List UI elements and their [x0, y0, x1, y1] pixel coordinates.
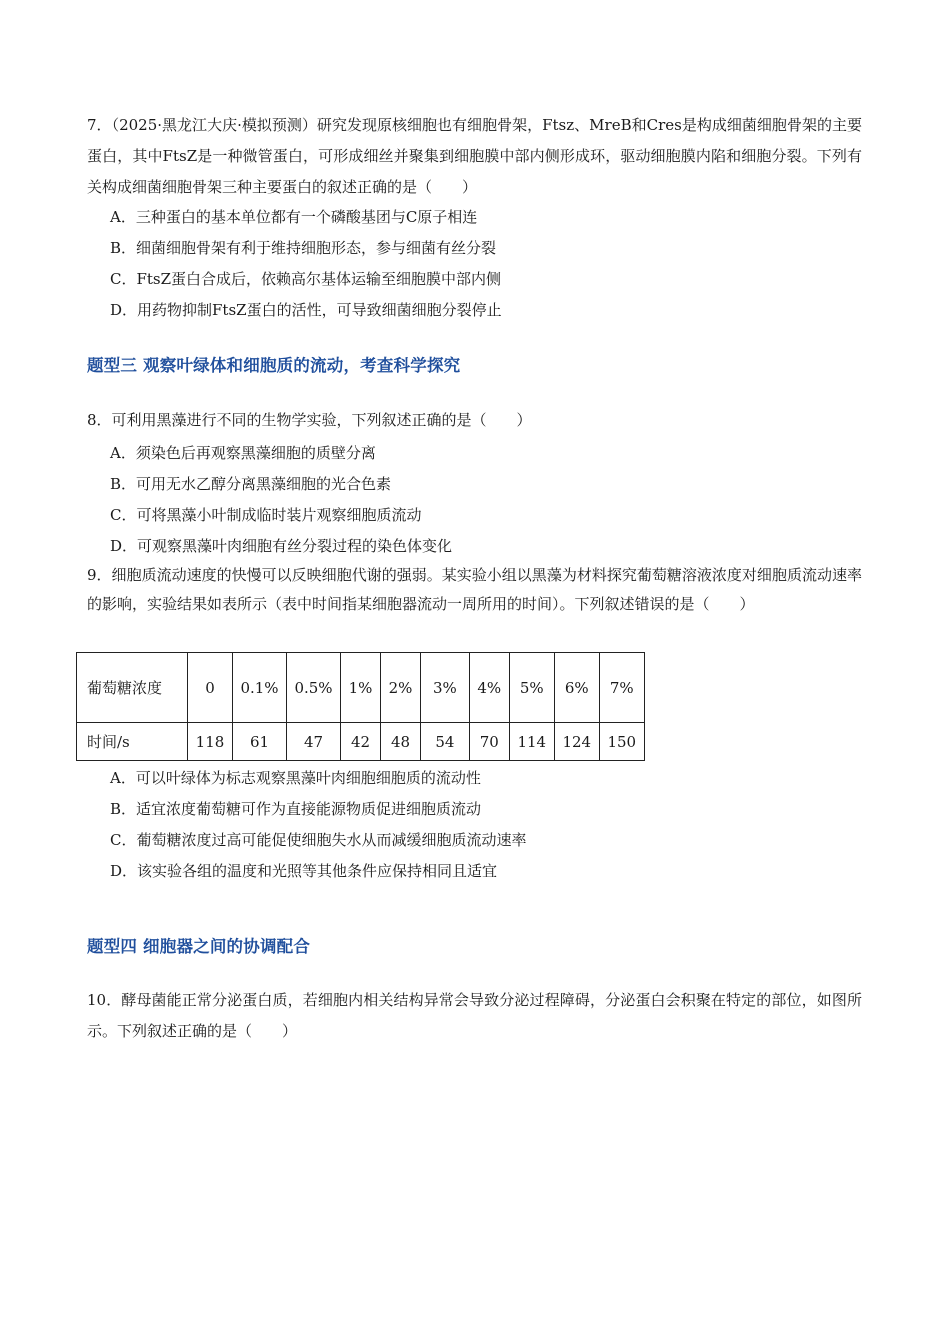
- question-9-option-c: C．葡萄糖浓度过高可能促使细胞失水从而减缓细胞质流动速率: [110, 831, 527, 849]
- table-cell: 0: [188, 653, 233, 723]
- table-row: [77, 723, 645, 761]
- question-8-option-c: C．可将黑藻小叶制成临时装片观察细胞质流动: [110, 506, 422, 524]
- question-9-option-a: A．可以叶绿体为标志观察黑藻叶肉细胞细胞质的流动性: [110, 769, 481, 787]
- question-10-stem: 10．酵母菌能正常分泌蛋白质，若细胞内相关结构异常会导致分泌过程障碍，分泌蛋白会积聚在特定的部位，如图所示。下列叙述正确的是（ ）: [87, 991, 862, 1040]
- question-7-option-b: B．细菌细胞骨架有利于维持细胞形态，参与细菌有丝分裂: [110, 239, 497, 257]
- table-cell: 47: [287, 723, 341, 761]
- table-cell: 6%: [554, 653, 599, 723]
- glucose-data-table: [76, 652, 645, 761]
- question-9-stem: 9．细胞质流动速度的快慢可以反映细胞代谢的强弱。某实验小组以黑藻为材料探究葡萄糖溶液浓度对细胞质流动速率的影响，实验结果如表所示（表中时间指某细胞器流动一周所用的时间）。下列叙述错误的是（ ）: [87, 566, 862, 613]
- section-3-heading: 题型三 观察叶绿体和细胞质的流动，考查科学探究: [87, 356, 461, 375]
- table-cell: 7%: [599, 653, 644, 723]
- section-4-heading: 题型四 细胞器之间的协调配合: [87, 937, 311, 956]
- table-cell: 54: [421, 723, 470, 761]
- question-9-option-b: B．适宜浓度葡萄糖可作为直接能源物质促进细胞质流动: [110, 800, 482, 818]
- table-cell: 124: [554, 723, 599, 761]
- table-cell: 5%: [509, 653, 554, 723]
- question-8-stem: 8．可利用黑藻进行不同的生物学实验，下列叙述正确的是（ ）: [87, 411, 532, 429]
- table-cell: 1%: [341, 653, 381, 723]
- table-cell: 42: [341, 723, 381, 761]
- table-cell: 61: [233, 723, 287, 761]
- question-7-option-a: A．三种蛋白的基本单位都有一个磷酸基团与C原子相连: [110, 208, 478, 226]
- table-cell: 4%: [469, 653, 509, 723]
- table-header-concentration: 葡萄糖浓度: [77, 653, 188, 723]
- question-9-option-d: D．该实验各组的温度和光照等其他条件应保持相同且适宜: [110, 862, 498, 880]
- question-8-option-d: D．可观察黑藻叶肉细胞有丝分裂过程的染色体变化: [110, 537, 453, 555]
- question-7-option-d: D．用药物抑制FtsZ蛋白的活性，可导致细菌细胞分裂停止: [110, 301, 502, 319]
- table-cell: 3%: [421, 653, 470, 723]
- table-cell: 150: [599, 723, 644, 761]
- question-7-option-c: C．FtsZ蛋白合成后，依赖高尔基体运输至细胞膜中部内侧: [110, 270, 502, 288]
- table-header-time: 时间/s: [77, 723, 188, 761]
- table-cell: 2%: [381, 653, 421, 723]
- table-cell: 118: [188, 723, 233, 761]
- table-cell: 0.1%: [233, 653, 287, 723]
- table-row: [77, 653, 645, 723]
- table-cell: 48: [381, 723, 421, 761]
- question-8-option-a: A．须染色后再观察黑藻细胞的质壁分离: [110, 444, 376, 462]
- table-cell: 0.5%: [287, 653, 341, 723]
- table-cell: 114: [509, 723, 554, 761]
- question-8-option-b: B．可用无水乙醇分离黑藻细胞的光合色素: [110, 475, 392, 493]
- question-7-stem: 7．（2025·黑龙江大庆·模拟预测）研究发现原核细胞也有细胞骨架，Ftsz、MreB和Cres是构成细菌细胞骨架的主要蛋白，其中FtsZ是一种微管蛋白，可形成细丝并聚集到细胞膜中部内侧形成环，驱动细胞膜内陷和细胞分裂。下列有关构成细菌细胞骨架三种主要蛋白的叙述正确的是（ ）: [87, 116, 862, 196]
- table-cell: 70: [469, 723, 509, 761]
